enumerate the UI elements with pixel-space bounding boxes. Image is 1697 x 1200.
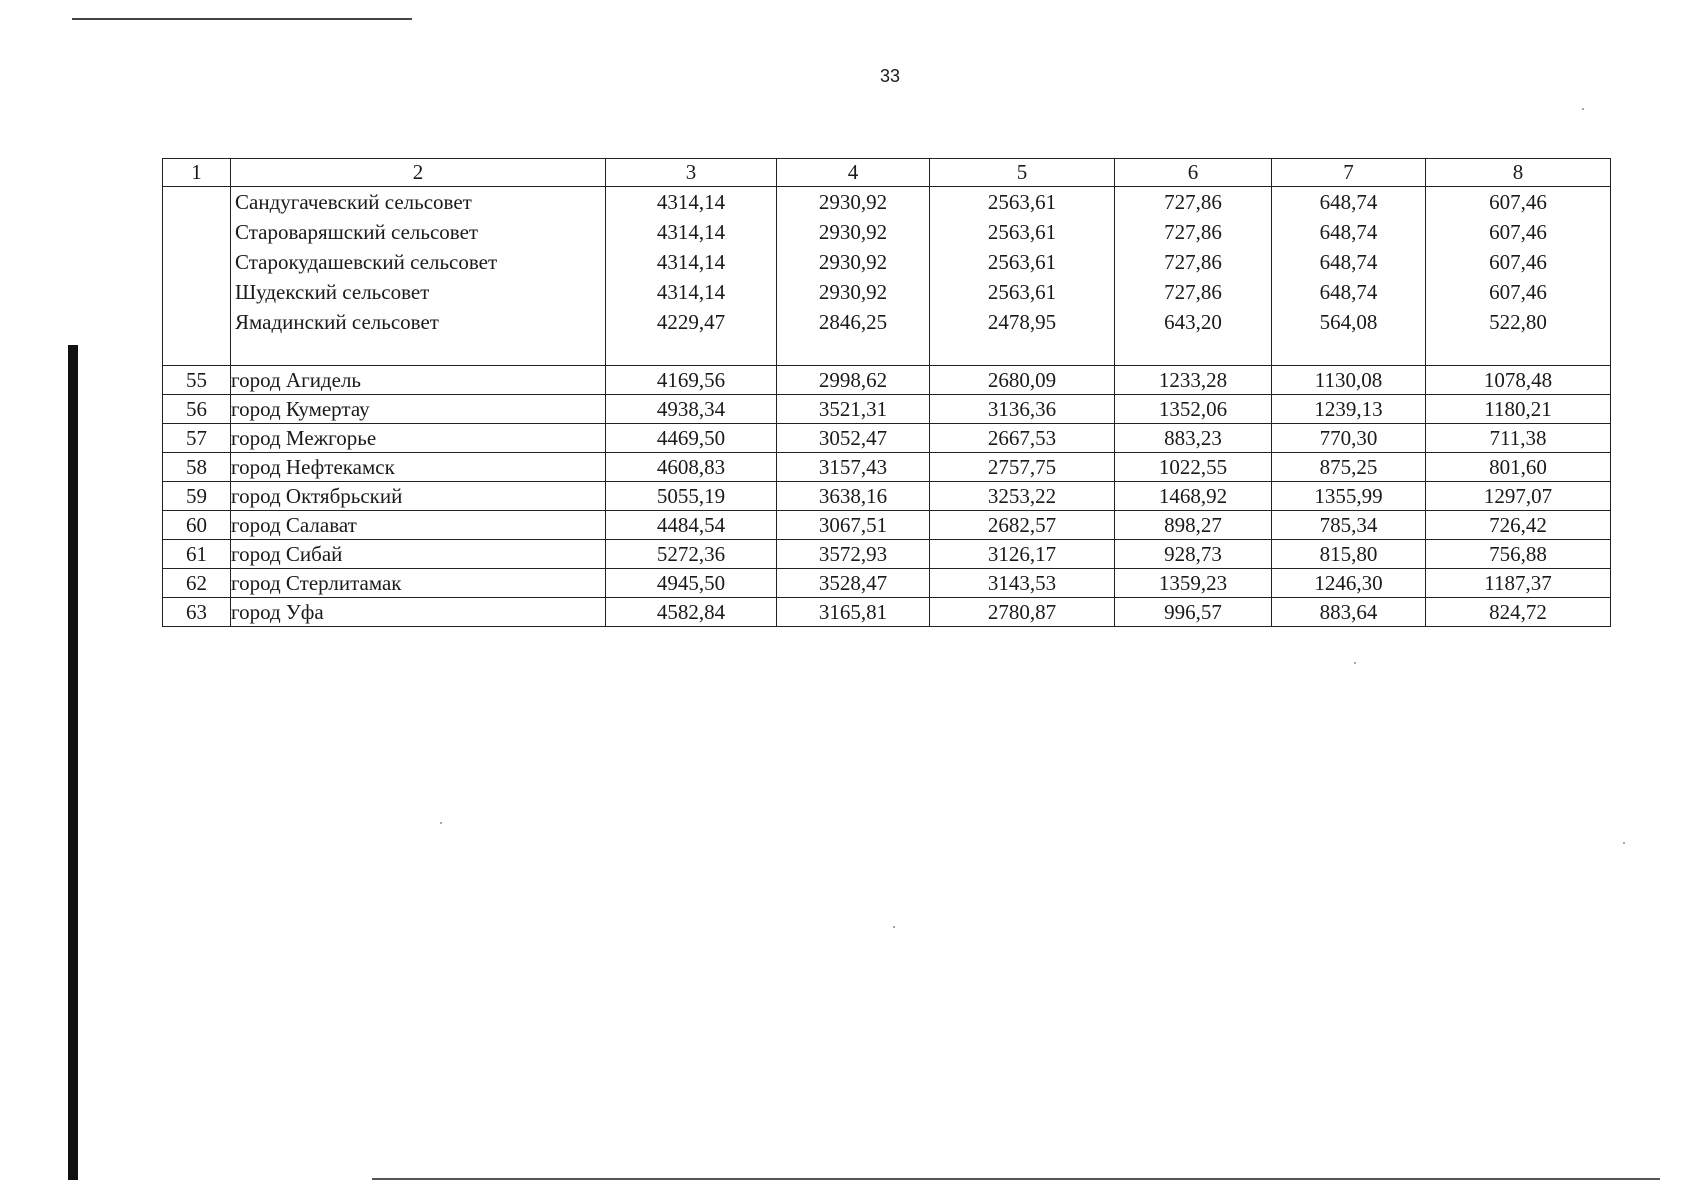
sub-row-value: 4314,14 [656,220,726,244]
row-value: 1246,30 [1272,569,1426,598]
row-value: 4608,83 [606,453,777,482]
table-row [163,598,1611,627]
sub-row-value: 727,86 [1164,250,1222,274]
scan-speck [893,926,895,928]
row-value: 4469,50 [606,424,777,453]
row-number: 58 [163,453,231,482]
row-value: 3126,17 [930,540,1115,569]
group-values-cell [777,187,930,366]
column-header: 2 [231,159,606,187]
column-header: 8 [1426,159,1611,187]
scan-edge-left [68,345,78,1180]
row-value: 2780,87 [930,598,1115,627]
sub-row-value: 2930,92 [818,280,888,304]
row-value: 3638,16 [777,482,930,511]
row-value: 3521,31 [777,395,930,424]
sub-row-value: 2930,92 [818,220,888,244]
row-value: 815,80 [1272,540,1426,569]
sub-row-value: 607,46 [1489,220,1547,244]
row-number: 57 [163,424,231,453]
sub-row-value: 648,74 [1319,220,1378,244]
table-row [163,424,1611,453]
row-value: 3136,36 [930,395,1115,424]
sub-row-value: 2930,92 [818,190,888,214]
group-values-cell [606,187,777,366]
row-value: 4484,54 [606,511,777,540]
row-value: 996,57 [1115,598,1272,627]
row-number: 55 [163,366,231,395]
sub-row-value: 2563,61 [987,190,1057,214]
row-value: 770,30 [1272,424,1426,453]
row-value: 785,34 [1272,511,1426,540]
table-row [163,453,1611,482]
row-value: 5055,19 [606,482,777,511]
sub-row-value: 4229,47 [656,310,726,334]
row-value: 3253,22 [930,482,1115,511]
row-value: 2680,09 [930,366,1115,395]
row-value: 928,73 [1115,540,1272,569]
sub-row-name: Староваряшский сельсовет [235,220,479,244]
row-value: 824,72 [1426,598,1611,627]
row-value: 1359,23 [1115,569,1272,598]
sub-row-value: 4314,14 [656,280,726,304]
table-row [163,511,1611,540]
row-value: 883,23 [1115,424,1272,453]
row-number: 56 [163,395,231,424]
row-value: 1239,13 [1272,395,1426,424]
sub-row-value: 564,08 [1319,310,1378,334]
column-header: 7 [1272,159,1426,187]
row-value: 1352,06 [1115,395,1272,424]
row-value: 3067,51 [777,511,930,540]
row-value: 2682,57 [930,511,1115,540]
scan-speck [440,822,442,824]
row-value: 883,64 [1272,598,1426,627]
row-value: 4938,34 [606,395,777,424]
sub-row-name: Ямадинский сельсовет [235,310,439,334]
row-number: 63 [163,598,231,627]
column-header: 5 [930,159,1115,187]
sub-row-value: 2478,95 [987,310,1057,334]
row-value: 3165,81 [777,598,930,627]
table-row [163,569,1611,598]
row-value: 2757,75 [930,453,1115,482]
group-row [163,187,1611,366]
row-value: 3157,43 [777,453,930,482]
sub-row-value: 2930,92 [818,250,888,274]
row-value: 875,25 [1272,453,1426,482]
sub-row-name: Шудекский сельсовет [235,280,430,304]
row-name: город Стерлитамак [231,569,606,598]
row-value: 1187,37 [1426,569,1611,598]
row-value: 1355,99 [1272,482,1426,511]
sub-row-value: 2563,61 [987,220,1057,244]
sub-row-value: 607,46 [1489,250,1547,274]
group-values-cell [1115,187,1272,366]
row-value: 1078,48 [1426,366,1611,395]
sub-row-value: 607,46 [1489,280,1547,304]
row-value: 1233,28 [1115,366,1272,395]
column-header: 4 [777,159,930,187]
row-number: 62 [163,569,231,598]
scan-speck [1582,108,1584,110]
column-header: 6 [1115,159,1272,187]
row-name: город Межгорье [231,424,606,453]
sub-row-value: 648,74 [1319,250,1378,274]
table-row [163,482,1611,511]
row-value: 801,60 [1426,453,1611,482]
sub-row-value: 522,80 [1489,310,1547,334]
sub-row-value: 643,20 [1164,310,1222,334]
sub-row-value: 727,86 [1164,190,1222,214]
row-name: город Агидель [231,366,606,395]
row-number: 61 [163,540,231,569]
row-value: 756,88 [1426,540,1611,569]
scan-speck [1354,662,1356,664]
sub-row-value: 2563,61 [987,280,1057,304]
sub-row-name: Сандугачевский сельсовет [235,190,472,214]
table-row [163,366,1611,395]
group-number-cell [163,187,231,366]
row-value: 1468,92 [1115,482,1272,511]
sub-row-value: 4314,14 [656,250,726,274]
row-number: 60 [163,511,231,540]
sub-row-value: 648,74 [1319,190,1378,214]
row-value: 4582,84 [606,598,777,627]
table-row [163,395,1611,424]
row-value: 3528,47 [777,569,930,598]
row-value: 1022,55 [1115,453,1272,482]
row-value: 1180,21 [1426,395,1611,424]
row-name: город Сибай [231,540,606,569]
group-spacer [231,337,605,365]
group-values-cell [1426,187,1611,366]
row-value: 711,38 [1426,424,1611,453]
group-values-cell [1272,187,1426,366]
scan-edge-bottom [372,1178,1660,1180]
row-value: 3572,93 [777,540,930,569]
scan-edge-top [72,18,412,20]
column-header: 3 [606,159,777,187]
sub-row-value: 4314,14 [656,190,726,214]
column-header: 1 [163,159,231,187]
row-value: 3143,53 [930,569,1115,598]
sub-row-value: 727,86 [1164,280,1222,304]
page-number: 33 [879,66,901,86]
sub-row-name: Старокудашевский сельсовет [235,250,498,274]
group-values-cell [930,187,1115,366]
row-value: 898,27 [1115,511,1272,540]
row-name: город Салават [231,511,606,540]
column-number-row [163,159,1611,187]
row-value: 2667,53 [930,424,1115,453]
row-value: 4945,50 [606,569,777,598]
row-value: 4169,56 [606,366,777,395]
row-number: 59 [163,482,231,511]
group-names-cell [231,187,606,366]
data-table [162,158,1611,627]
sub-row-value: 2563,61 [987,250,1057,274]
table-row [163,540,1611,569]
row-value: 726,42 [1426,511,1611,540]
sub-row-value: 607,46 [1489,190,1547,214]
row-value: 5272,36 [606,540,777,569]
sub-row-value: 727,86 [1164,220,1222,244]
row-value: 2998,62 [777,366,930,395]
row-name: город Кумертау [231,395,606,424]
sub-row-value: 648,74 [1319,280,1378,304]
row-name: город Уфа [231,598,606,627]
row-value: 1297,07 [1426,482,1611,511]
row-value: 3052,47 [777,424,930,453]
row-name: город Октябрьский [231,482,606,511]
row-value: 1130,08 [1272,366,1426,395]
sub-row-value: 2846,25 [818,310,888,334]
row-name: город Нефтекамск [231,453,606,482]
scan-speck [1623,842,1625,844]
